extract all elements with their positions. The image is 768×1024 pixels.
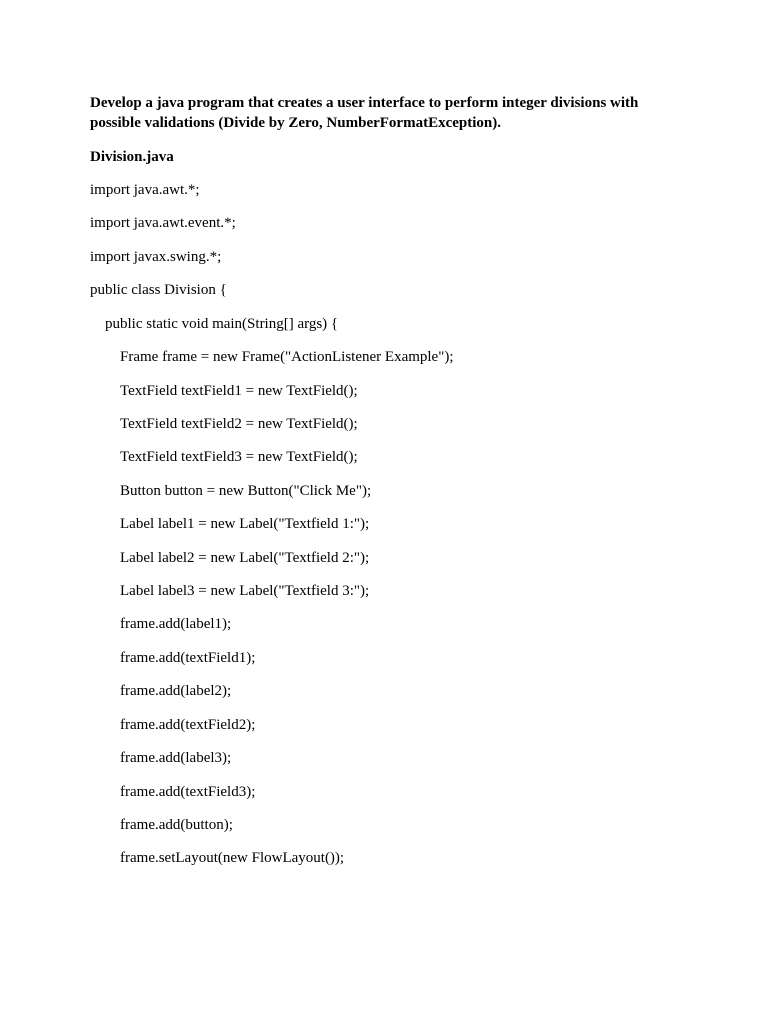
code-line: frame.add(button); [120, 817, 233, 833]
code-line: Frame frame = new Frame("ActionListener Example"); [120, 349, 454, 365]
code-line: frame.add(textField2); [120, 717, 256, 733]
code-line: TextField textField2 = new TextField(); [120, 416, 358, 432]
code-line: import javax.swing.*; [90, 249, 222, 265]
code-line: import java.awt.*; [90, 182, 200, 198]
heading-line-2: possible validations (Divide by Zero, NumberFormatException). [90, 115, 501, 131]
code-line: frame.add(textField1); [120, 650, 256, 666]
code-line: Label label2 = new Label("Textfield 2:"); [120, 550, 370, 566]
code-line: import java.awt.event.*; [90, 215, 236, 231]
code-line: Label label3 = new Label("Textfield 3:"); [120, 583, 370, 599]
code-line: public static void main(String[] args) { [105, 316, 339, 332]
code-line: frame.add(label2); [120, 683, 232, 699]
code-line: TextField textField3 = new TextField(); [120, 449, 358, 465]
code-line: Button button = new Button("Click Me"); [120, 483, 372, 499]
code-line: TextField textField1 = new TextField(); [120, 383, 358, 399]
code-line: frame.add(textField3); [120, 784, 256, 800]
heading-line-1: Develop a java program that creates a user interface to perform integer divisions with [90, 95, 639, 111]
code-line: Label label1 = new Label("Textfield 1:"); [120, 516, 370, 532]
code-line: frame.setLayout(new FlowLayout()); [120, 850, 345, 866]
code-line: frame.add(label3); [120, 750, 232, 766]
code-line: frame.add(label1); [120, 616, 232, 632]
filename-title: Division.java [90, 149, 174, 165]
assignment-heading [90, 93, 690, 133]
code-line: public class Division { [90, 282, 227, 298]
